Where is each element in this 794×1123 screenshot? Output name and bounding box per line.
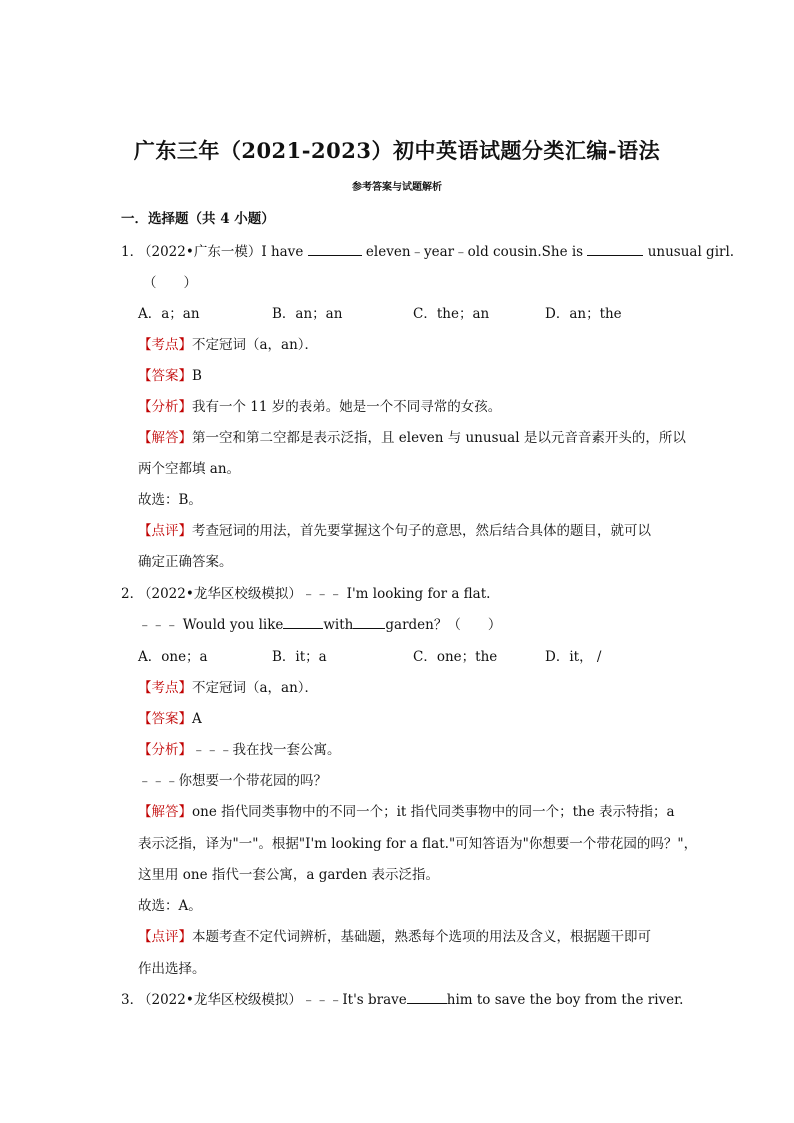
question-2-stem: （2022•龙华区校级模拟）﹣﹣﹣ I'm looking for a flat.: [138, 586, 491, 602]
blank: [587, 243, 643, 256]
page-subtitle: 参考答案与试题解析: [352, 182, 442, 193]
question-1-jieda: 【解答】第一空和第二空都是表示泛指，且 eleven 与 unusual 是以元音音素开头的，所以: [138, 430, 686, 446]
option-c: C．the；an: [413, 306, 490, 322]
question-1-kaodian: 【考点】不定冠词（a，an）．: [138, 337, 319, 353]
question-2-jieda-cont-2: 这里用 one 指代一套公寓，a garden 表示泛指。: [138, 867, 439, 883]
question-2-dianping: 【点评】本题考查不定代词辨析，基础题，熟悉每个选项的用法及含义，根据题干即可: [138, 929, 651, 945]
question-3-stem: （2022•龙华区校级模拟）﹣﹣﹣It's brave him to save the boy from the river.: [138, 992, 684, 1008]
question-1-fenxi: 【分析】我有一个 11 岁的表弟。她是一个不同寻常的女孩。: [138, 399, 502, 415]
option-d: D．it， /: [545, 649, 602, 665]
question-1-answer: 【答案】B: [138, 368, 202, 384]
option-a: A．one；a: [138, 649, 208, 665]
question-2-stem-2: ﹣﹣﹣ Would you like with garden？（ ）: [138, 617, 502, 633]
option-b: B．an；an: [272, 306, 343, 322]
option-d: D．an；the: [545, 306, 622, 322]
question-1-choice: 故选：B。: [138, 492, 202, 508]
question-1-paren: （ ）: [143, 275, 197, 291]
question-3-number: 3．: [121, 992, 144, 1008]
question-2-jieda: 【解答】one 指代同类事物中的不同一个；it 指代同类事物中的同一个；the 表示特指；a: [138, 804, 675, 820]
question-1-jieda-cont: 两个空都填 an。: [138, 461, 241, 477]
question-1-stem: （2022•广东一模）I have eleven﹣year﹣old cousin.She is unusual girl.: [138, 244, 735, 260]
question-2-fenxi: 【分析】﹣﹣﹣我在找一套公寓。: [138, 742, 341, 758]
question-2-choice: 故选：A。: [138, 898, 202, 914]
option-a: A．a；an: [138, 306, 200, 322]
blank: [308, 243, 362, 256]
blank: [353, 616, 385, 629]
question-2-dianping-cont: 作出选择。: [138, 961, 206, 977]
question-2-number: 2．: [121, 586, 144, 602]
question-1-number: 1．: [121, 244, 144, 260]
blank: [407, 991, 447, 1004]
question-2-answer: 【答案】A: [138, 711, 202, 727]
blank: [283, 616, 323, 629]
question-2-kaodian: 【考点】不定冠词（a，an）．: [138, 680, 319, 696]
question-1-dianping: 【点评】考查冠词的用法，首先要掌握这个句子的意思，然后结合具体的题目，就可以: [138, 523, 651, 539]
section-heading: 一．选择题（共 4 小题）: [121, 211, 275, 227]
question-2-jieda-cont: 表示泛指，译为"一"。根据"I'm looking for a flat."可知答语为"你想要一个带花园的吗？"，: [138, 836, 698, 852]
option-c: C．one；the: [413, 649, 498, 665]
question-2-fenxi-cont: ﹣﹣﹣你想要一个带花园的吗？: [138, 773, 327, 789]
page-title: 广东三年（2021-2023）初中英语试题分类汇编-语法: [133, 138, 661, 163]
question-1-dianping-cont: 确定正确答案。: [138, 554, 233, 570]
option-b: B．it；a: [272, 649, 327, 665]
